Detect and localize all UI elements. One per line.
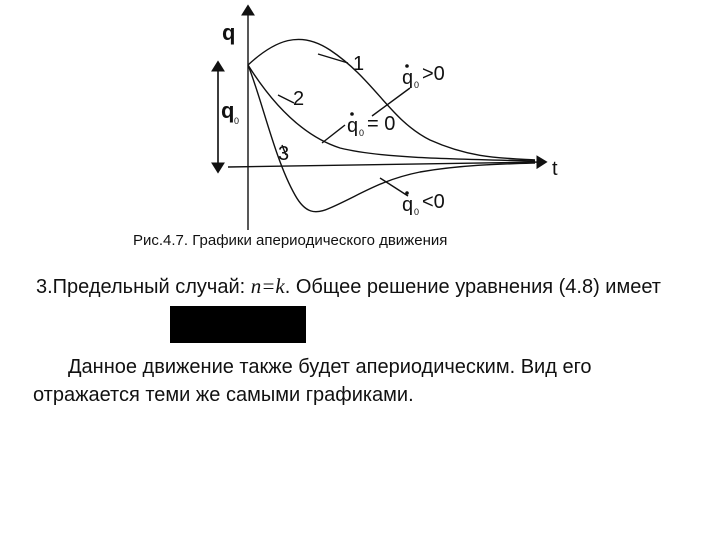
condition-positive	[402, 63, 445, 90]
condition-negative	[402, 191, 445, 217]
svg-text:0: 0	[414, 80, 420, 90]
curve-3	[248, 65, 535, 212]
curve-label-1: 1	[353, 53, 365, 75]
svg-text:= 0: = 0	[367, 113, 396, 135]
svg-text:q: q	[221, 98, 235, 123]
leader-1	[318, 54, 348, 63]
condition-zero	[347, 112, 395, 138]
leader-cond-1	[372, 88, 410, 116]
condition-formula: n=k	[250, 274, 285, 298]
figure-caption: Рис.4.7. Графики апериодического движения	[133, 232, 448, 249]
paragraph-limiting-case	[36, 273, 686, 301]
q0-label	[221, 98, 239, 126]
svg-text:0: 0	[234, 116, 240, 126]
svg-text:q: q	[402, 67, 414, 89]
leader-cond-2	[322, 125, 345, 143]
aperiodic-motion-figure	[0, 0, 720, 230]
curve-label-3: 3	[278, 143, 290, 165]
axis-x-label: t	[552, 158, 558, 180]
leader-2	[278, 95, 294, 103]
svg-text:<0: <0	[422, 191, 445, 213]
paragraph-1-start: 3.Предельный случай:	[36, 276, 251, 298]
curve-label-2: 2	[293, 88, 305, 110]
redacted-formula-box	[170, 306, 306, 343]
svg-text:q: q	[402, 194, 414, 216]
curve-1	[248, 39, 535, 160]
svg-text:q: q	[347, 115, 359, 137]
svg-text:0: 0	[359, 128, 365, 138]
axis-y-label: q	[222, 20, 236, 45]
paragraph-1-end: . Общее решение уравнения (4.8) имеет	[284, 276, 661, 298]
paragraph-aperiodic-note: Данное движение также будет апериодическим. Вид его отражается теми же самыми графиками.	[33, 356, 592, 406]
svg-text:0: 0	[414, 207, 420, 217]
svg-text:>0: >0	[422, 63, 445, 85]
